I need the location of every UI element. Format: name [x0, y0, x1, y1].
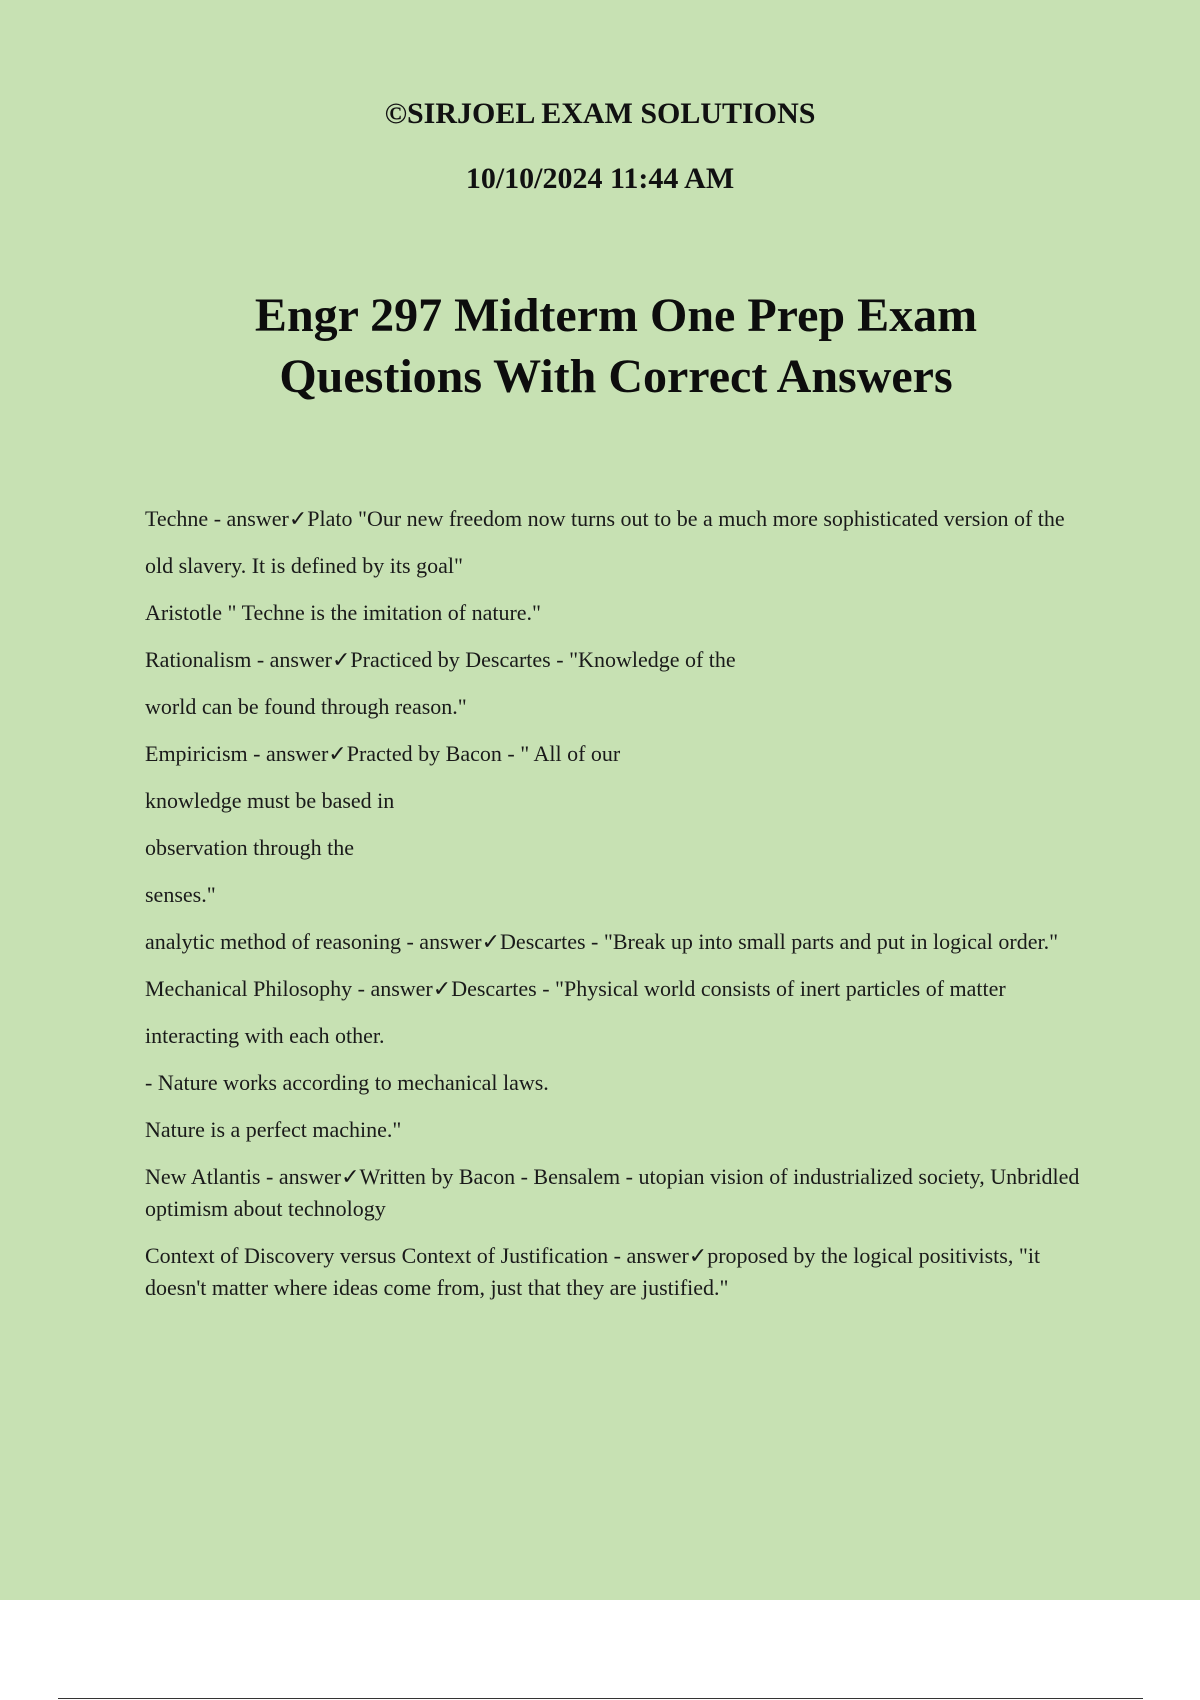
document-title-line-1: Engr 297 Midterm One Prep Exam [254, 289, 978, 342]
paragraph: senses." [145, 882, 216, 907]
paragraph: observation through the [145, 835, 354, 860]
paragraph: Context of Discovery versus Context of Justification - answer✓proposed by the logical positivists, "it doesn't matter where ideas come from, just that they are justified." [145, 1243, 1041, 1300]
paragraph: old slavery. It is defined by its goal" [145, 553, 463, 578]
paragraph: knowledge must be based in [145, 788, 395, 813]
document-title-line-2: Questions With Correct Answers [279, 350, 953, 403]
paragraph: New Atlantis - answer✓Written by Bacon - Bensalem - utopian vision of industrialized society, Unbridled optimism about technology [145, 1164, 1080, 1221]
paragraph: Nature is a perfect machine." [145, 1117, 402, 1142]
paragraph: - Nature works according to mechanical laws. [145, 1070, 549, 1095]
footer-divider [58, 1698, 1143, 1699]
paragraph: world can be found through reason." [145, 694, 467, 719]
timestamp: 10/10/2024 11:44 AM [465, 162, 735, 195]
paragraph: analytic method of reasoning - answer✓Descartes - "Break up into small parts and put in logical order." [145, 929, 1059, 954]
paragraph: Rationalism - answer✓Practiced by Descartes - "Knowledge of the [145, 647, 736, 672]
paragraph: Aristotle " Techne is the imitation of nature." [145, 600, 542, 625]
document-title [150, 285, 1082, 407]
paragraph: Techne - answer✓Plato "Our new freedom now turns out to be a much more sophisticated version of the [145, 506, 1065, 531]
brand-header: ©SIRJOEL EXAM SOLUTIONS [384, 97, 816, 130]
paragraph: interacting with each other. [145, 1023, 385, 1048]
document-body [145, 503, 1080, 1319]
paragraph: Empiricism - answer✓Practed by Bacon - " All of our [145, 741, 621, 766]
paragraph: Mechanical Philosophy - answer✓Descartes - "Physical world consists of inert particles of matter [145, 976, 1006, 1001]
